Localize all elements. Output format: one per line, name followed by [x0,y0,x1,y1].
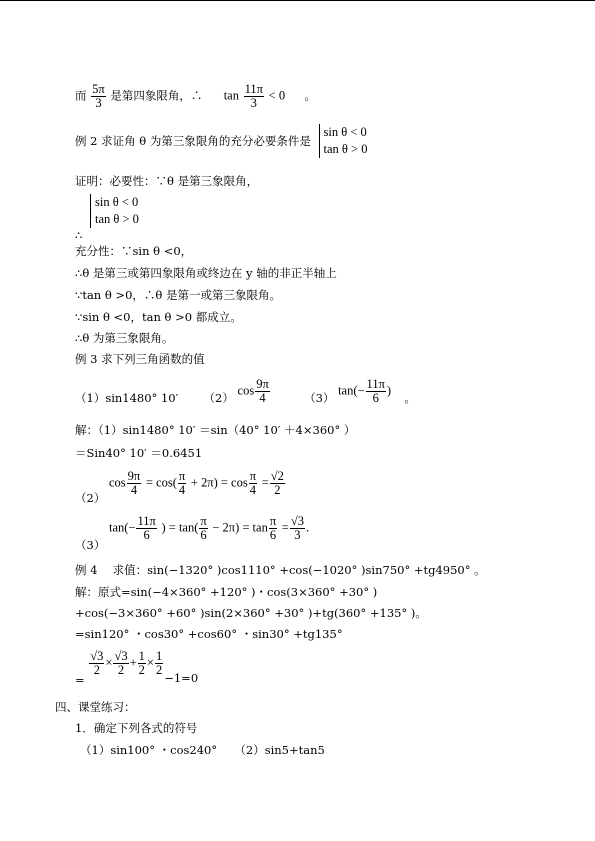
example-4-solution: =sin120° ・cos30° +cos60° ・sin30° +tg135° [75,627,343,641]
sufficiency-line: ∵tan θ >0，∴θ 是第一或第三象限角。 [75,288,281,302]
therefore-system: ∴ sin θ < 0 tan θ > 0 [75,195,139,242]
system-brace: sin θ < 0 tan θ > 0 [90,194,139,228]
example-4-solution: 解：原式=sin(−4×360° +120° )・cos(3×360° +30° ) [75,585,378,599]
proof-necessity: 证明：必要性：∵θ 是第三象限角， [75,174,259,188]
fraction: $\frac{11\pi}{3}$ [244,82,263,110]
exercise-1: 1．确定下列各式的符号 [75,721,198,735]
page-top-border [0,0,595,1]
solution-2: （2） cos $\frac{9\pi}{4}$ = cos( $\frac{\pi}{4}$ + 2π) = cos $\frac{\pi}{4}$ = $\frac{√2}{2}$ [75,469,284,505]
text: 是第四象限角，∴ [110,88,203,103]
condition-brace: sin θ < 0 tan θ > 0 [319,124,368,158]
example-4: 例 4 求值：sin(−1320° )cos1110° +cos(−1020° )sin750° +tg4950° 。 [75,563,486,577]
example-3-heading: 例 3 求下列三角函数的值 [75,352,205,366]
section-4-heading: 四、课堂练习： [55,700,136,714]
solution-3: （3） tan(− $\frac{11\pi}{6}$ ) = tan( $\frac{\pi}{6}$ − 2π) = tan $\frac{\pi}{6}$ = $\frac{√3}{3}$ . [75,514,310,552]
example-3-items: （1）sin1480° 10′ （2） cos $\frac{9\pi}{4}$ （3） tan(− $\frac{11\pi}{6}$ ) 。 [75,377,416,405]
sufficiency-line: ∴θ 是第三或第四象限角或终边在 y 轴的非正半轴上 [75,266,337,280]
example-4-solution: +cos(−3×360° +60° )sin(2×360° +30° )+tg(360° +135° )。 [75,606,427,620]
fraction: $\frac{9\pi}{4}$ [256,377,269,405]
fraction: $\frac{5\pi}{3}$ [92,82,105,110]
solution-1a: 解：（1）sin1480° 10′ ＝sin（40° 10′ ＋4×360° ） [75,423,356,437]
sufficiency-line: ∴θ 为第三象限角。 [75,331,174,345]
example-2: 例 2 求证角 θ 为第三象限角的充分必要条件是 sin θ < 0 tan θ > 0 [75,125,368,156]
final-result: = $\frac{√3}{2}$ × $\frac{√3}{2}$ + $\frac{1}{2}$ × $\frac{1}{2}$ −1=0 [75,649,199,687]
sufficiency-line: 充分性：∵sin θ <0， [75,244,193,258]
fraction: $\frac{11\pi}{6}$ [366,377,385,405]
text: 而 [75,88,87,103]
line-fourth-quadrant: 而 $\frac{5\pi}{3}$ 是第四象限角，∴ tan $\frac{11\pi}{3}$ < 0 。 [75,82,316,110]
exercise-1-items: （1）sin100° ・cos240° （2）sin5+tan5 [80,743,325,757]
solution-1b: ＝Sin40° 10′ ＝0.6451 [75,446,203,460]
sufficiency-line: ∵sin θ <0，tan θ >0 都成立。 [75,310,242,324]
